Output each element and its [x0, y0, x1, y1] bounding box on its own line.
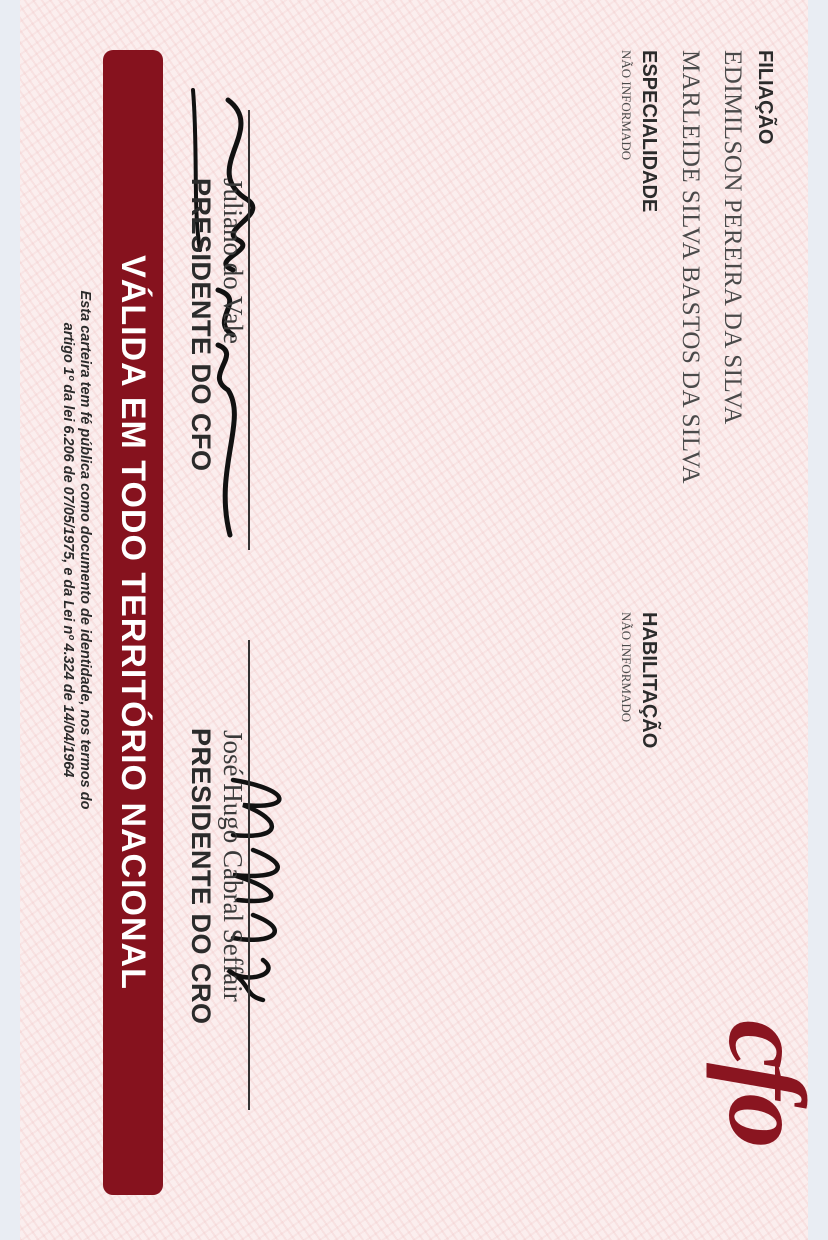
validity-banner-text: VÁLIDA EM TODO TERRITÓRIO NACIONAL: [114, 255, 153, 990]
validity-banner: [103, 50, 163, 1195]
signer-name-cfo: Juliano do Vale: [218, 178, 248, 344]
legal-footnote-line-1: Esta carteira tem fé pública como documento de identidade, nos termos do: [77, 290, 93, 810]
mother-name: MARLEIDE SILVA BASTOS DA SILVA: [677, 50, 704, 485]
card-content: [40, 0, 828, 1240]
legal-footnote: [59, 190, 93, 910]
signer-name-cro: José Hugo Cabral Seffair: [218, 730, 248, 1002]
legal-footnote-line-2: artigo 1º da lei 6.206 de 07/05/1975, e da Lei nº 4.324 de 14/04/1964: [60, 322, 76, 778]
signer-title-cro: PRESIDENTE DO CRO: [186, 728, 216, 1025]
signature-line-cro: [248, 640, 250, 1110]
signer-title-cfo-main: PRESIDENTE DO CFO: [186, 178, 216, 472]
habilitacao-label: HABILITAÇÃO: [638, 612, 660, 749]
signature-line-cfo: [248, 110, 250, 550]
id-card: [20, 0, 828, 1240]
especialidade-value: NÃO INFORMADO: [619, 50, 634, 161]
especialidade-label: ESPECIALIDADE: [638, 50, 660, 213]
filiacao-label: FILIAÇÃO: [754, 50, 776, 145]
habilitacao-value: NÃO INFORMADO: [619, 612, 634, 723]
cfo-logo: [706, 1020, 828, 1210]
father-name: EDIMILSON PEREIRA DA SILVA: [719, 50, 746, 425]
svg-text:cfo: cfo: [706, 1020, 828, 1143]
